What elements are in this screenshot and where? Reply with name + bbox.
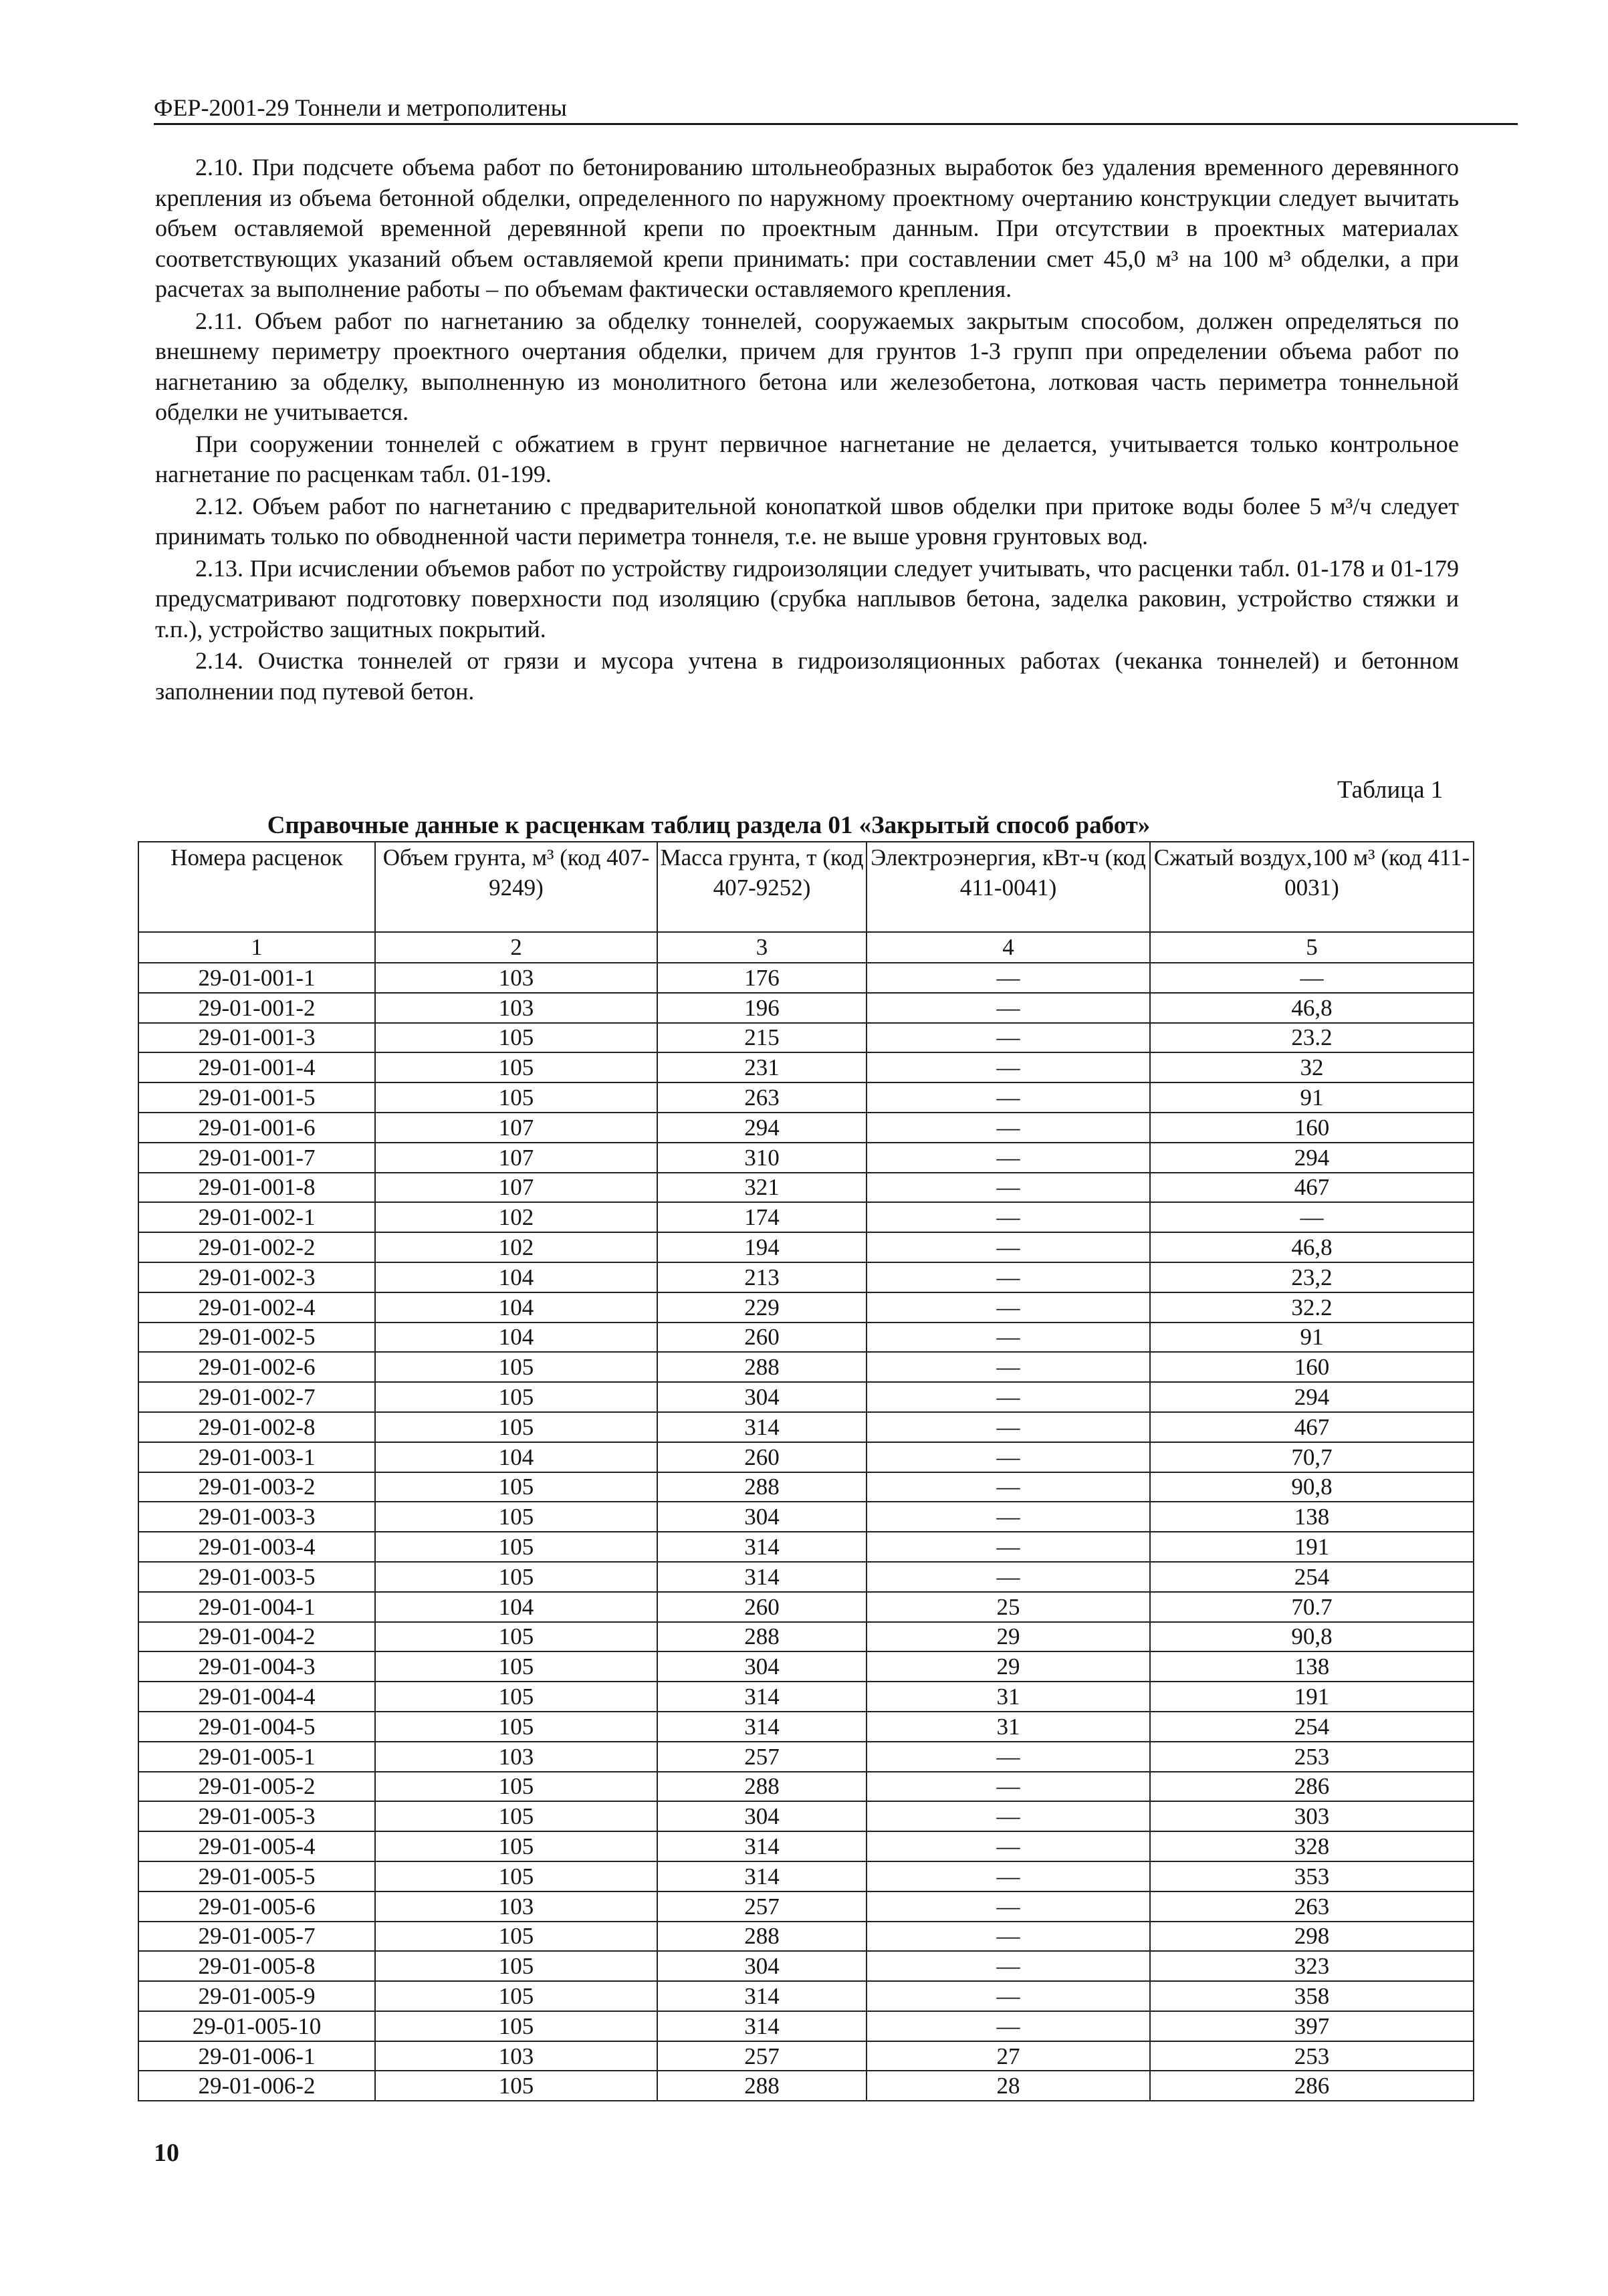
soil-volume-cell: 105: [375, 1801, 657, 1831]
electricity-cell: —: [867, 1323, 1150, 1353]
column-number: 4: [867, 932, 1150, 963]
table-row: [138, 2011, 1474, 2041]
table-row: [138, 1651, 1474, 1682]
table-row: [138, 1922, 1474, 1952]
column-number: 3: [657, 932, 867, 963]
body-text: [155, 152, 1459, 708]
table-caption: Таблица 1: [1337, 776, 1444, 804]
table-row: [138, 1891, 1474, 1922]
rate-number-cell: 29-01-003-2: [138, 1472, 375, 1502]
soil-mass-cell: 260: [657, 1442, 867, 1472]
electricity-cell: —: [867, 1232, 1150, 1262]
electricity-cell: —: [867, 1742, 1150, 1772]
electricity-cell: —: [867, 1981, 1150, 2011]
table-row: [138, 1292, 1474, 1323]
rate-number-cell: 29-01-004-5: [138, 1712, 375, 1742]
column-number: 1: [138, 932, 375, 963]
compressed-air-cell: 91: [1150, 1323, 1474, 1353]
electricity-cell: 29: [867, 1622, 1150, 1652]
electricity-cell: —: [867, 1562, 1150, 1592]
rate-number-cell: 29-01-006-2: [138, 2071, 375, 2101]
soil-volume-cell: 107: [375, 1173, 657, 1203]
compressed-air-cell: 397: [1150, 2011, 1474, 2041]
soil-mass-cell: 314: [657, 1861, 867, 1891]
compressed-air-cell: 253: [1150, 1742, 1474, 1772]
soil-volume-cell: 102: [375, 1232, 657, 1262]
table-row: [138, 1412, 1474, 1442]
compressed-air-cell: 298: [1150, 1922, 1474, 1952]
soil-mass-cell: 257: [657, 1891, 867, 1922]
soil-mass-cell: 314: [657, 1562, 867, 1592]
table-row: [138, 1023, 1474, 1053]
electricity-cell: —: [867, 1951, 1150, 1981]
table-row: [138, 1981, 1474, 2011]
soil-volume-cell: 103: [375, 993, 657, 1023]
electricity-cell: —: [867, 1113, 1150, 1143]
table-row: [138, 1232, 1474, 1262]
rate-number-cell: 29-01-002-6: [138, 1352, 375, 1382]
compressed-air-cell: 91: [1150, 1082, 1474, 1113]
table-row: [138, 1143, 1474, 1173]
soil-mass-cell: 257: [657, 2041, 867, 2071]
header-compressed-air: Сжатый воздух,100 м³ (код 411-0031): [1150, 842, 1474, 932]
electricity-cell: —: [867, 1532, 1150, 1562]
rate-number-cell: 29-01-004-4: [138, 1682, 375, 1712]
electricity-cell: 29: [867, 1651, 1150, 1682]
header-electricity: Электроэнергия, кВт-ч (код 411-0041): [867, 842, 1150, 932]
table-row: [138, 1532, 1474, 1562]
electricity-cell: 31: [867, 1682, 1150, 1712]
paragraph-2-12: 2.12. Объем работ по нагнетанию с предварительной конопаткой швов обделки при притоке воды более 5 м³/ч следует принимать только по обводненной части периметра тоннеля, т.е. не выше уровня грунтовых вод.: [155, 492, 1459, 550]
table-row: [138, 1323, 1474, 1353]
soil-mass-cell: 314: [657, 1532, 867, 1562]
reference-data-table: [138, 841, 1474, 2101]
soil-mass-cell: 260: [657, 1592, 867, 1622]
table-row: [138, 1202, 1474, 1232]
soil-volume-cell: 105: [375, 1861, 657, 1891]
electricity-cell: —: [867, 1262, 1150, 1292]
table-row: [138, 1951, 1474, 1981]
soil-volume-cell: 102: [375, 1202, 657, 1232]
rate-number-cell: 29-01-001-7: [138, 1143, 375, 1173]
soil-mass-cell: 288: [657, 2071, 867, 2101]
compressed-air-cell: 467: [1150, 1412, 1474, 1442]
soil-mass-cell: 176: [657, 963, 867, 993]
soil-volume-cell: 105: [375, 2071, 657, 2101]
rate-number-cell: 29-01-001-4: [138, 1052, 375, 1082]
soil-mass-cell: 288: [657, 1622, 867, 1652]
electricity-cell: —: [867, 1502, 1150, 1532]
soil-volume-cell: 103: [375, 963, 657, 993]
table-row: [138, 1262, 1474, 1292]
soil-volume-cell: 107: [375, 1143, 657, 1173]
column-number: 5: [1150, 932, 1474, 963]
soil-volume-cell: 105: [375, 1382, 657, 1412]
soil-volume-cell: 105: [375, 1981, 657, 2011]
soil-volume-cell: 105: [375, 1352, 657, 1382]
soil-volume-cell: 105: [375, 1772, 657, 1802]
compressed-air-cell: 23,2: [1150, 1262, 1474, 1292]
rate-number-cell: 29-01-002-2: [138, 1232, 375, 1262]
paragraph-2-11-note: При сооружении тоннелей с обжатием в грунт первичное нагнетание не делается, учитывается только контрольное нагнетание по расценкам табл. 01-199.: [155, 430, 1459, 487]
rate-number-cell: 29-01-005-5: [138, 1861, 375, 1891]
electricity-cell: —: [867, 1202, 1150, 1232]
compressed-air-cell: 353: [1150, 1861, 1474, 1891]
soil-mass-cell: 229: [657, 1292, 867, 1323]
electricity-cell: —: [867, 1772, 1150, 1802]
soil-mass-cell: 294: [657, 1113, 867, 1143]
rate-number-cell: 29-01-004-3: [138, 1651, 375, 1682]
soil-volume-cell: 105: [375, 1052, 657, 1082]
soil-mass-cell: 174: [657, 1202, 867, 1232]
column-number: 2: [375, 932, 657, 963]
header-rate-numbers: Номера расценок: [138, 842, 375, 932]
soil-volume-cell: 104: [375, 1292, 657, 1323]
soil-volume-cell: 105: [375, 1532, 657, 1562]
soil-volume-cell: 104: [375, 1592, 657, 1622]
compressed-air-cell: 191: [1150, 1682, 1474, 1712]
paragraph-2-10: 2.10. При подсчете объема работ по бетонированию штольнеобразных выработок без удаления временного деревянного крепления из объема бетонной обделки, определенного по наружному проектному очертанию конструкции следует вычитать объем оставляемой временной деревянной крепи по проектным данным. При отсутствии в проектных материалах соответствующих указаний объем оставляемой крепи принимать: при составлении смет 45,0 м³ на 100 м³ обделки, а при расчетах за выполнение работы – по объемам фактически оставляемого крепления.: [155, 154, 1459, 302]
electricity-cell: —: [867, 1412, 1150, 1442]
soil-mass-cell: 304: [657, 1651, 867, 1682]
table-body: [138, 963, 1474, 2101]
rate-number-cell: 29-01-004-1: [138, 1592, 375, 1622]
table-row: [138, 2041, 1474, 2071]
soil-mass-cell: 257: [657, 1742, 867, 1772]
soil-volume-cell: 104: [375, 1323, 657, 1353]
rate-number-cell: 29-01-005-9: [138, 1981, 375, 2011]
soil-volume-cell: 105: [375, 1622, 657, 1652]
compressed-air-cell: 328: [1150, 1831, 1474, 1861]
soil-volume-cell: 105: [375, 1951, 657, 1981]
soil-volume-cell: 103: [375, 2041, 657, 2071]
table-row: [138, 1352, 1474, 1382]
soil-volume-cell: 105: [375, 1562, 657, 1592]
soil-mass-cell: 194: [657, 1232, 867, 1262]
soil-mass-cell: 310: [657, 1143, 867, 1173]
electricity-cell: —: [867, 1472, 1150, 1502]
rate-number-cell: 29-01-002-1: [138, 1202, 375, 1232]
rate-number-cell: 29-01-001-8: [138, 1173, 375, 1203]
compressed-air-cell: 358: [1150, 1981, 1474, 2011]
soil-volume-cell: 105: [375, 1651, 657, 1682]
soil-volume-cell: 105: [375, 1712, 657, 1742]
compressed-air-cell: 70,7: [1150, 1442, 1474, 1472]
compressed-air-cell: 286: [1150, 1772, 1474, 1802]
soil-volume-cell: 105: [375, 1502, 657, 1532]
electricity-cell: —: [867, 1082, 1150, 1113]
compressed-air-cell: 286: [1150, 2071, 1474, 2101]
table-row: [138, 1052, 1474, 1082]
soil-mass-cell: 231: [657, 1052, 867, 1082]
electricity-cell: —: [867, 2011, 1150, 2041]
compressed-air-cell: 254: [1150, 1712, 1474, 1742]
electricity-cell: 28: [867, 2071, 1150, 2101]
rate-number-cell: 29-01-002-8: [138, 1412, 375, 1442]
soil-mass-cell: 288: [657, 1922, 867, 1952]
soil-mass-cell: 288: [657, 1772, 867, 1802]
compressed-air-cell: 90,8: [1150, 1622, 1474, 1652]
soil-volume-cell: 105: [375, 1922, 657, 1952]
column-number-row: [138, 932, 1474, 963]
rate-number-cell: 29-01-003-1: [138, 1442, 375, 1472]
rate-number-cell: 29-01-005-4: [138, 1831, 375, 1861]
soil-volume-cell: 105: [375, 1412, 657, 1442]
rate-number-cell: 29-01-002-3: [138, 1262, 375, 1292]
compressed-air-cell: 138: [1150, 1502, 1474, 1532]
table-row: [138, 1772, 1474, 1802]
soil-volume-cell: 104: [375, 1262, 657, 1292]
rate-number-cell: 29-01-001-2: [138, 993, 375, 1023]
compressed-air-cell: —: [1150, 963, 1474, 993]
electricity-cell: —: [867, 1891, 1150, 1922]
electricity-cell: 27: [867, 2041, 1150, 2071]
compressed-air-cell: 191: [1150, 1532, 1474, 1562]
table-title: Справочные данные к расценкам таблиц раздела 01 «Закрытый способ работ»: [267, 812, 1151, 839]
table-row: [138, 1082, 1474, 1113]
compressed-air-cell: 90,8: [1150, 1472, 1474, 1502]
electricity-cell: —: [867, 1143, 1150, 1173]
rate-number-cell: 29-01-002-7: [138, 1382, 375, 1412]
compressed-air-cell: 294: [1150, 1143, 1474, 1173]
table-row: [138, 1113, 1474, 1143]
compressed-air-cell: 467: [1150, 1173, 1474, 1203]
paragraph-2-13: 2.13. При исчислении объемов работ по устройству гидроизоляции следует учитывать, что расценки табл. 01-178 и 01-179 предусматривают подготовку поверхности под изоляцию (срубка наплывов бетона, заделка раковин, устройство стяжки и т.п.), устройство защитных покрытий.: [155, 554, 1459, 643]
compressed-air-cell: 23.2: [1150, 1023, 1474, 1053]
rate-number-cell: 29-01-004-2: [138, 1622, 375, 1652]
table-row: [138, 2071, 1474, 2101]
electricity-cell: —: [867, 963, 1150, 993]
soil-volume-cell: 105: [375, 2011, 657, 2041]
compressed-air-cell: 263: [1150, 1891, 1474, 1922]
compressed-air-cell: —: [1150, 1202, 1474, 1232]
rate-number-cell: 29-01-006-1: [138, 2041, 375, 2071]
rate-number-cell: 29-01-001-1: [138, 963, 375, 993]
table-row: [138, 963, 1474, 993]
soil-mass-cell: 321: [657, 1173, 867, 1203]
electricity-cell: —: [867, 1861, 1150, 1891]
electricity-cell: —: [867, 1352, 1150, 1382]
electricity-cell: —: [867, 1801, 1150, 1831]
header-soil-mass: Масса грунта, т (код 407-9252): [657, 842, 867, 932]
table-header-row: [138, 842, 1474, 932]
electricity-cell: —: [867, 1831, 1150, 1861]
soil-mass-cell: 263: [657, 1082, 867, 1113]
electricity-cell: —: [867, 1292, 1150, 1323]
electricity-cell: —: [867, 1922, 1150, 1952]
soil-mass-cell: 215: [657, 1023, 867, 1053]
running-header: ФЕР-2001-29 Тоннели и метрополитены: [154, 94, 1518, 125]
electricity-cell: —: [867, 1442, 1150, 1472]
soil-volume-cell: 104: [375, 1442, 657, 1472]
rate-number-cell: 29-01-001-3: [138, 1023, 375, 1053]
electricity-cell: —: [867, 993, 1150, 1023]
compressed-air-cell: 160: [1150, 1113, 1474, 1143]
compressed-air-cell: 253: [1150, 2041, 1474, 2071]
electricity-cell: —: [867, 1052, 1150, 1082]
compressed-air-cell: 46,8: [1150, 1232, 1474, 1262]
compressed-air-cell: 323: [1150, 1951, 1474, 1981]
soil-mass-cell: 314: [657, 1831, 867, 1861]
soil-volume-cell: 105: [375, 1472, 657, 1502]
compressed-air-cell: 303: [1150, 1801, 1474, 1831]
table-row: [138, 1173, 1474, 1203]
electricity-cell: —: [867, 1173, 1150, 1203]
soil-mass-cell: 260: [657, 1323, 867, 1353]
soil-mass-cell: 304: [657, 1502, 867, 1532]
rate-number-cell: 29-01-002-4: [138, 1292, 375, 1323]
header-soil-volume: Объем грунта, м³ (код 407-9249): [375, 842, 657, 932]
soil-mass-cell: 314: [657, 2011, 867, 2041]
rate-number-cell: 29-01-005-1: [138, 1742, 375, 1772]
soil-volume-cell: 105: [375, 1682, 657, 1712]
soil-volume-cell: 105: [375, 1023, 657, 1053]
rate-number-cell: 29-01-005-6: [138, 1891, 375, 1922]
compressed-air-cell: 32: [1150, 1052, 1474, 1082]
table-row: [138, 1622, 1474, 1652]
compressed-air-cell: 254: [1150, 1562, 1474, 1592]
rate-number-cell: 29-01-005-2: [138, 1772, 375, 1802]
soil-mass-cell: 314: [657, 1412, 867, 1442]
electricity-cell: —: [867, 1382, 1150, 1412]
table-row: [138, 1861, 1474, 1891]
soil-mass-cell: 314: [657, 1981, 867, 2011]
soil-volume-cell: 107: [375, 1113, 657, 1143]
soil-mass-cell: 314: [657, 1682, 867, 1712]
rate-number-cell: 29-01-001-6: [138, 1113, 375, 1143]
compressed-air-cell: 294: [1150, 1382, 1474, 1412]
soil-volume-cell: 103: [375, 1742, 657, 1772]
table-row: [138, 1442, 1474, 1472]
table-row: [138, 1562, 1474, 1592]
soil-volume-cell: 105: [375, 1831, 657, 1861]
soil-mass-cell: 213: [657, 1262, 867, 1292]
rate-number-cell: 29-01-003-3: [138, 1502, 375, 1532]
soil-volume-cell: 105: [375, 1082, 657, 1113]
page-number: 10: [154, 2139, 179, 2167]
compressed-air-cell: 46,8: [1150, 993, 1474, 1023]
soil-mass-cell: 304: [657, 1801, 867, 1831]
rate-number-cell: 29-01-001-5: [138, 1082, 375, 1113]
soil-mass-cell: 196: [657, 993, 867, 1023]
table-row: [138, 1502, 1474, 1532]
compressed-air-cell: 32.2: [1150, 1292, 1474, 1323]
table-row: [138, 1382, 1474, 1412]
table-row: [138, 993, 1474, 1023]
electricity-cell: —: [867, 1023, 1150, 1053]
soil-mass-cell: 314: [657, 1712, 867, 1742]
table-row: [138, 1831, 1474, 1861]
soil-mass-cell: 304: [657, 1951, 867, 1981]
rate-number-cell: 29-01-005-10: [138, 2011, 375, 2041]
table-row: [138, 1712, 1474, 1742]
rate-number-cell: 29-01-002-5: [138, 1323, 375, 1353]
electricity-cell: 31: [867, 1712, 1150, 1742]
table-row: [138, 1682, 1474, 1712]
table-row: [138, 1592, 1474, 1622]
compressed-air-cell: 138: [1150, 1651, 1474, 1682]
soil-mass-cell: 288: [657, 1472, 867, 1502]
compressed-air-cell: 70.7: [1150, 1592, 1474, 1622]
paragraph-2-11: 2.11. Объем работ по нагнетанию за обделку тоннелей, сооружаемых закрытым способом, должен определяться по внешнему периметру проектного очертания обделки, причем для грунтов 1-3 групп при определении объема работ по нагнетанию за обделку, выполненную из монолитного бетона или железобетона, лотковая часть периметра тоннельной обделки не учитывается.: [155, 307, 1459, 425]
paragraph-2-14: 2.14. Очистка тоннелей от грязи и мусора учтена в гидроизоляционных работах (чеканка тоннелей) и бетонном заполнении под путевой бетон.: [155, 647, 1459, 705]
table-row: [138, 1472, 1474, 1502]
soil-mass-cell: 288: [657, 1352, 867, 1382]
rate-number-cell: 29-01-003-4: [138, 1532, 375, 1562]
soil-mass-cell: 304: [657, 1382, 867, 1412]
electricity-cell: 25: [867, 1592, 1150, 1622]
table-row: [138, 1742, 1474, 1772]
rate-number-cell: 29-01-005-8: [138, 1951, 375, 1981]
compressed-air-cell: 160: [1150, 1352, 1474, 1382]
rate-number-cell: 29-01-003-5: [138, 1562, 375, 1592]
table-row: [138, 1801, 1474, 1831]
soil-volume-cell: 103: [375, 1891, 657, 1922]
rate-number-cell: 29-01-005-7: [138, 1922, 375, 1952]
rate-number-cell: 29-01-005-3: [138, 1801, 375, 1831]
